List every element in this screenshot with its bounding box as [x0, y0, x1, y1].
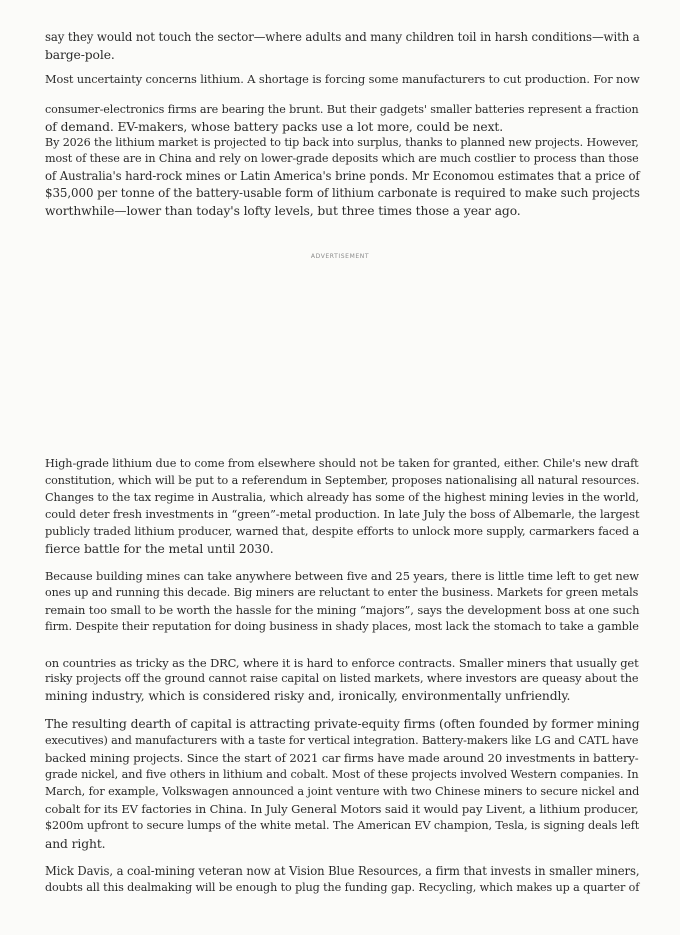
paragraph-line: and right.	[45, 837, 106, 851]
paragraph-line: Because building mines can take anywhere between five and 25 years, there is little time left to get new	[45, 569, 639, 583]
paragraph-line: $200m upfront to secure lumps of the white metal. The American EV champion, Tesla, is signing deals left	[45, 819, 640, 832]
paragraph-line: firm. Despite their reputation for doing business in shady places, most lack the stomach to take a gamble	[45, 620, 639, 633]
advertisement-slot	[45, 265, 635, 450]
paragraph-line: ones up and running this decade. Big miners are reluctant to enter the business. Markets for green metals	[45, 586, 639, 599]
advertisement-label: ADVERTISEMENT	[310, 253, 370, 260]
paragraph-line: backed mining projects. Since the start of 2021 car firms have made around 20 investments in battery-	[45, 751, 639, 765]
paragraph-line: of Australia's hard-rock mines or Latin America's brine ponds. Mr Economou estimates that a price of	[45, 169, 640, 183]
paragraph-line: barge-pole.	[45, 48, 115, 62]
paragraph-line: $35,000 per tonne of the battery-usable form of lithium carbonate is required to make such projects	[45, 186, 640, 200]
paragraph-line: on countries as tricky as the DRC, where it is hard to enforce contracts. Smaller miners that usually get	[45, 656, 639, 670]
paragraph-line: The resulting dearth of capital is attracting private-equity firms (often founded by former mining	[45, 717, 640, 731]
paragraph-line: mining industry, which is considered risky and, ironically, environmentally unfriendly.	[45, 689, 571, 703]
paragraph-line: consumer-electronics firms are bearing the brunt. But their gadgets' smaller batteries represent a fraction	[45, 103, 639, 116]
paragraph-line: Changes to the tax regime in Australia, which already has some of the highest mining levies in the world,	[45, 491, 639, 504]
paragraph-line: say they would not touch the sector—where adults and many children toil in harsh conditions—with a	[45, 30, 640, 44]
paragraph-line: risky projects off the ground cannot raise capital on listed markets, where investors are queasy about the	[45, 672, 639, 685]
paragraph-line: grade nickel, and five others in lithium and cobalt. Most of these projects involved Western companies. In	[45, 768, 639, 781]
paragraph-line: of demand. EV-makers, whose battery packs use a lot more, could be next.	[45, 120, 504, 134]
paragraph-line: doubts all this dealmaking will be enough to plug the funding gap. Recycling, which makes up a quarter of	[45, 881, 640, 894]
paragraph-line: worthwhile—lower than today's lofty levels, but three times those a year ago.	[45, 204, 521, 218]
paragraph-line: remain too small to be worth the hassle for the mining “majors”, says the development boss at one such	[45, 603, 640, 617]
paragraph-line: High-grade lithium due to come from elsewhere should not be taken for granted, either. Chile's new draft	[45, 457, 639, 470]
paragraph-line: March, for example, Volkswagen announced a joint venture with two Chinese miners to secure nickel and	[45, 785, 640, 798]
paragraph-line: Mick Davis, a coal-mining veteran now at Vision Blue Resources, a firm that invests in smaller miners,	[45, 864, 640, 878]
paragraph-line: publicly traded lithium producer, warned that, despite efforts to unlock more supply, carmarkers faced a	[45, 524, 640, 538]
paragraph-line: cobalt for its EV factories in China. In July General Motors said it would pay Livent, a lithium producer,	[45, 802, 639, 816]
paragraph-line: most of these are in China and rely on lower-grade deposits which are much costlier to process than those	[45, 152, 639, 165]
paragraph-line: executives) and manufacturers with a taste for vertical integration. Battery-makers like LG and CATL have	[45, 734, 639, 747]
paragraph-line: constitution, which will be put to a referendum in September, proposes nationalising all natural resources.	[45, 474, 640, 487]
paragraph-line: By 2026 the lithium market is projected to tip back into surplus, thanks to planned new projects. However,	[45, 136, 639, 149]
paragraph-line: Most uncertainty concerns lithium. A shortage is forcing some manufacturers to cut production. For now	[45, 72, 640, 86]
paragraph-line: fierce battle for the metal until 2030.	[45, 542, 274, 556]
paragraph-line: could deter fresh investments in “green”-metal production. In late July the boss of Albemarle, the largest	[45, 507, 640, 521]
